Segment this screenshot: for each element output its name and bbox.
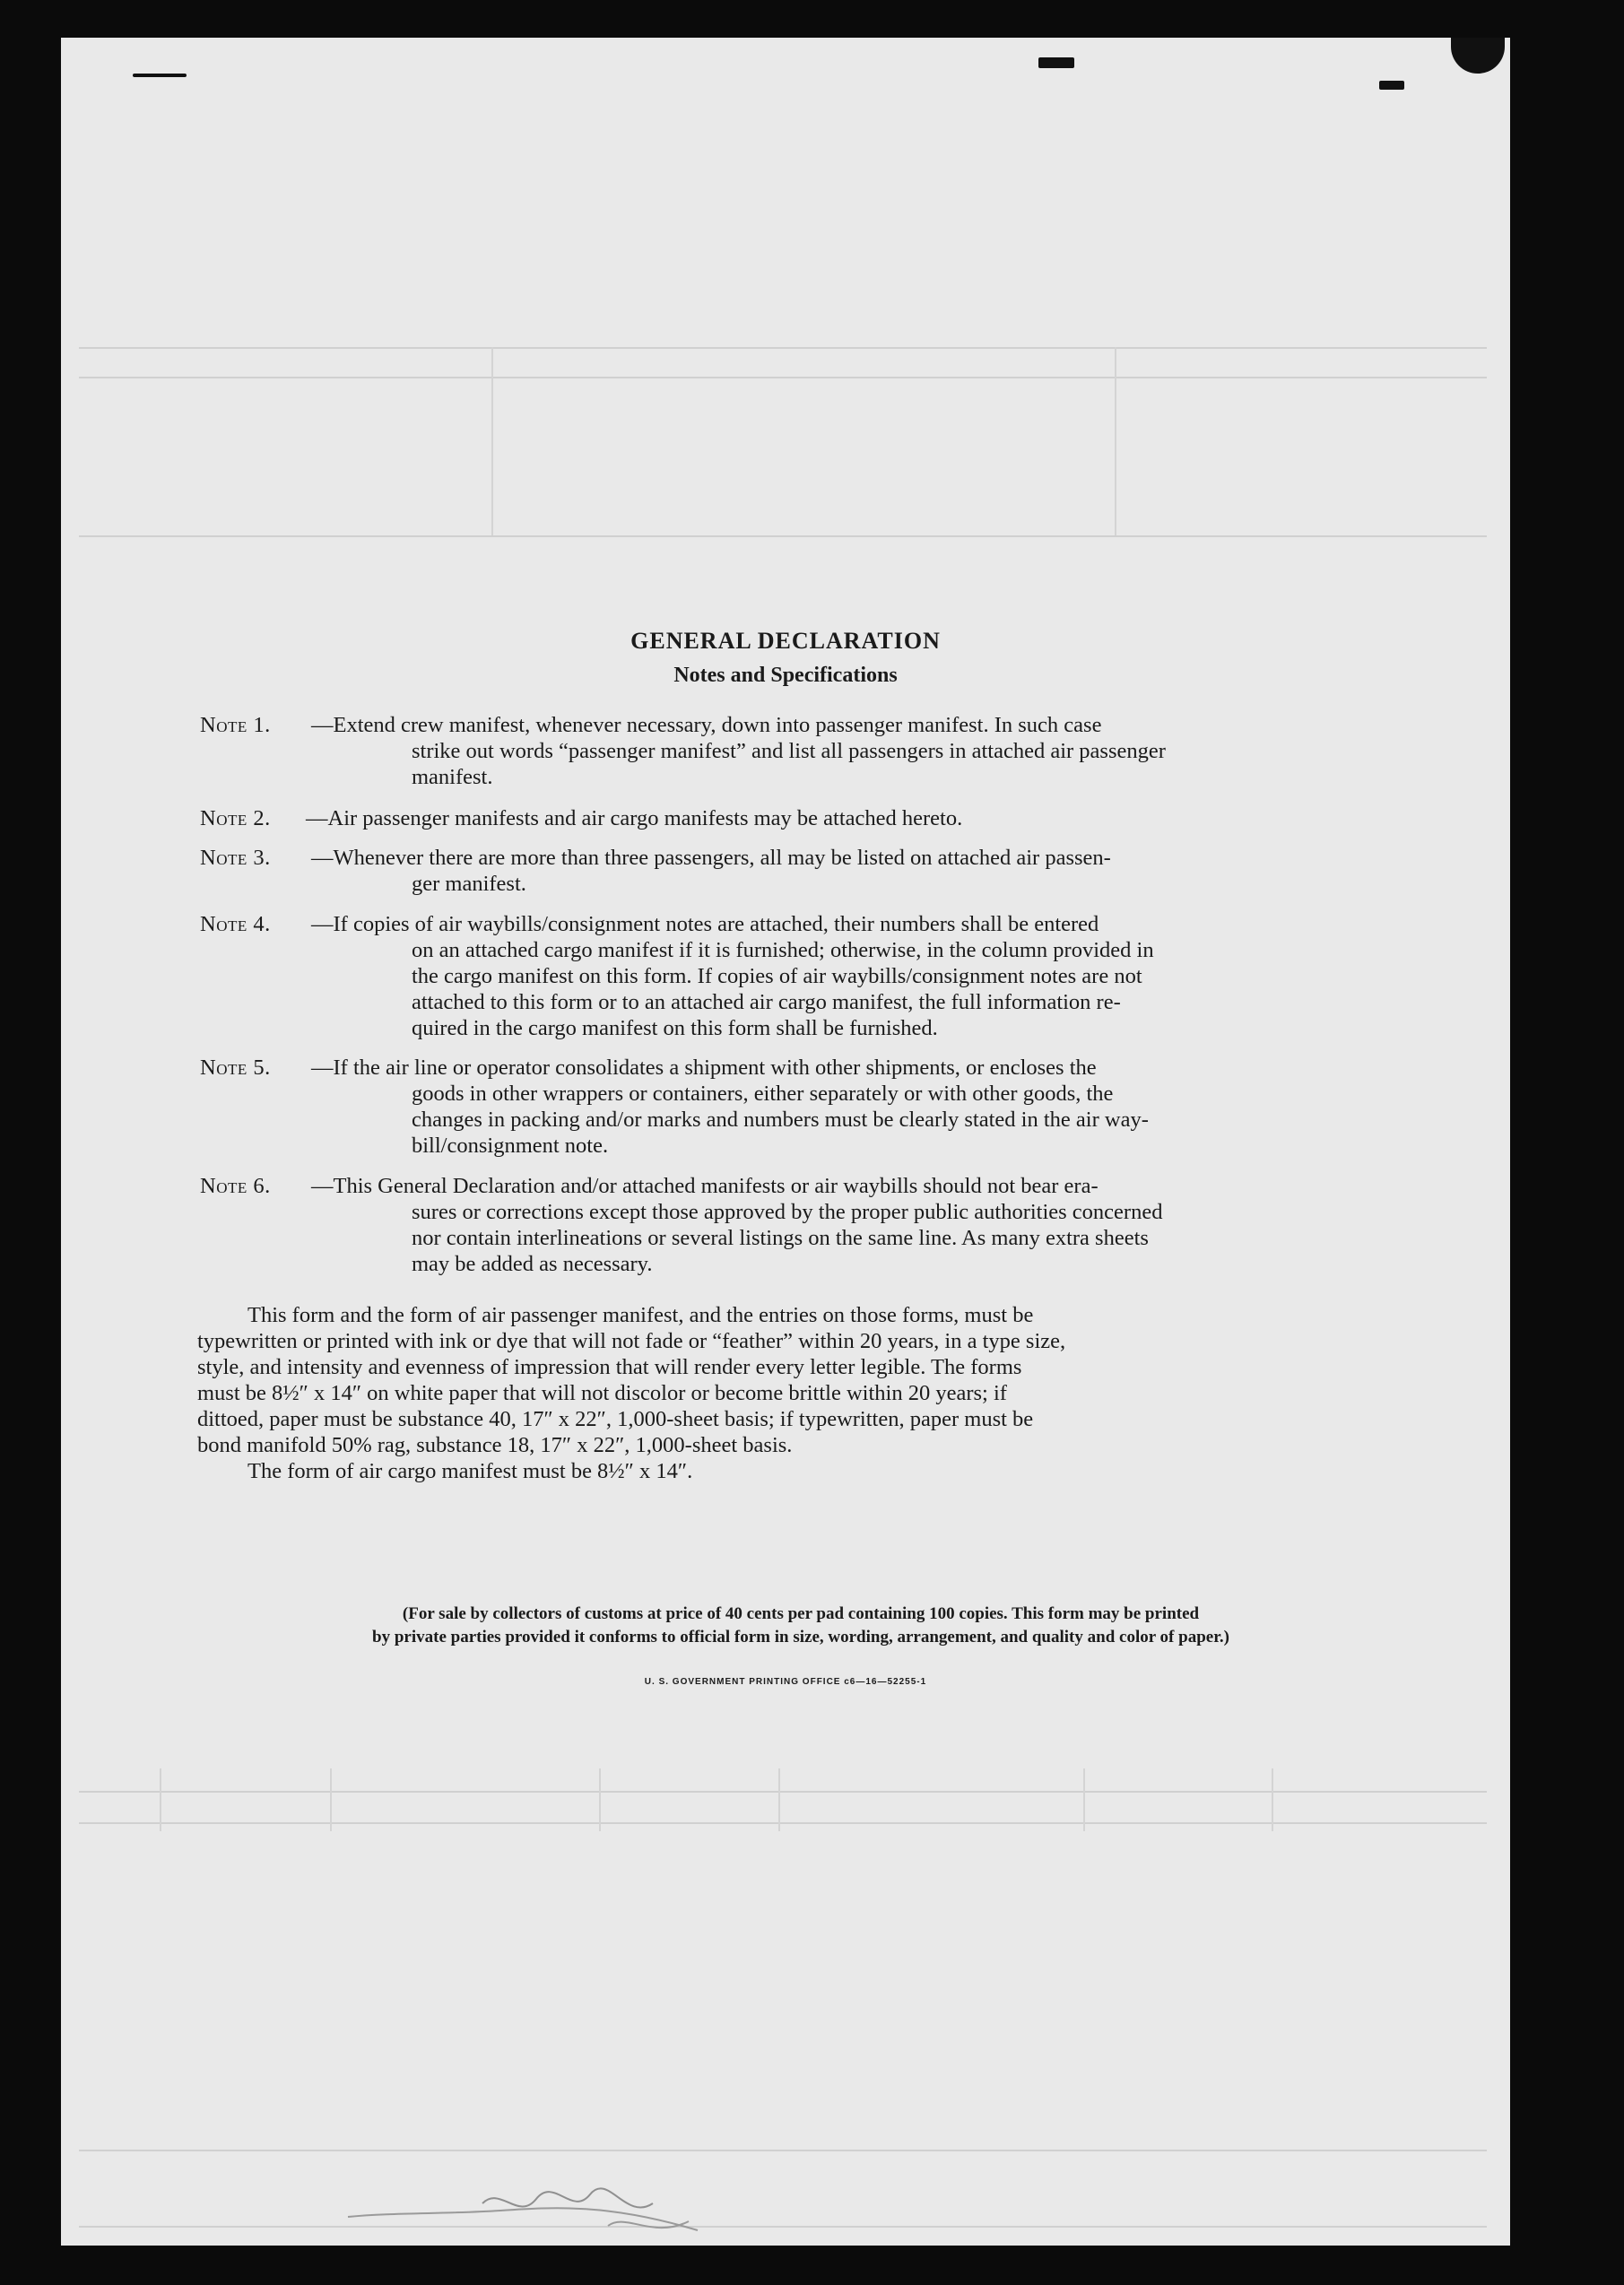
note-line: strike out words “passenger manifest” and list all passengers in attached air passenger — [412, 739, 1166, 763]
document-sheet — [61, 38, 1510, 2246]
sale-notice-line: by private parties provided it conforms to official form in size, wording, arrangement, and quality and color of paper.) — [372, 1628, 1229, 1646]
note-label: Note 5. — [200, 1056, 271, 1080]
note-line: the cargo manifest on this form. If copies of air waybills/consignment notes are not — [412, 964, 1142, 988]
sale-notice-line: (For sale by collectors of customs at price of 40 cents per pad containing 100 copies. This form may be printed — [402, 1604, 1200, 1623]
page-title: GENERAL DECLARATION — [630, 628, 941, 654]
note-label: Note 6. — [200, 1174, 271, 1198]
printer-imprint: U. S. GOVERNMENT PRINTING OFFICE c6—16—52255-1 — [644, 1677, 927, 1687]
note-line: —Whenever there are more than three passengers, all may be listed on attached air passen- — [311, 846, 1111, 870]
note-line: may be added as necessary. — [412, 1252, 653, 1276]
paragraph-line: typewritten or printed with ink or dye that will not fade or “feather” within 20 years, in a type size, — [197, 1329, 1066, 1353]
note-line: sures or corrections except those approved by the proper public authorities concerned — [412, 1200, 1163, 1224]
note-line: attached to this form or to an attached air cargo manifest, the full information re- — [412, 990, 1121, 1014]
signature-bleed — [339, 2176, 716, 2248]
paragraph-line: The form of air cargo manifest must be 8½″ x 14″. — [248, 1459, 693, 1483]
paragraph-line: style, and intensity and evenness of impression that will render every letter legible. The forms — [197, 1355, 1022, 1379]
note-2 — [200, 805, 1406, 831]
note-line: manifest. — [412, 765, 493, 789]
note-line: ger manifest. — [412, 872, 526, 896]
note-1 — [200, 712, 1406, 790]
note-line: quired in the cargo manifest on this form shall be furnished. — [412, 1016, 938, 1040]
note-line: —This General Declaration and/or attached manifests or air waybills should not bear era- — [311, 1174, 1099, 1198]
note-6 — [200, 1173, 1406, 1277]
note-label: Note 4. — [200, 912, 271, 936]
paragraph-line: bond manifold 50% rag, substance 18, 17″ x 22″, 1,000-sheet basis. — [197, 1433, 793, 1457]
note-line: changes in packing and/or marks and numbers must be clearly stated in the air way- — [412, 1108, 1149, 1132]
note-line: on an attached cargo manifest if it is furnished; otherwise, in the column provided in — [412, 938, 1154, 962]
note-line: —If copies of air waybills/consignment notes are attached, their numbers shall be entered — [311, 912, 1099, 936]
note-line: —Air passenger manifests and air cargo manifests may be attached hereto. — [306, 806, 963, 830]
note-line: —If the air line or operator consolidates a shipment with other shipments, or encloses the — [311, 1056, 1097, 1080]
note-line: nor contain interlineations or several listings on the same line. As many extra sheets — [412, 1226, 1149, 1250]
note-label: Note 2. — [200, 806, 271, 830]
note-line: bill/consignment note. — [412, 1134, 609, 1158]
paragraph-line: must be 8½″ x 14″ on white paper that will not discolor or become brittle within 20 years; if — [197, 1381, 1007, 1405]
note-line: goods in other wrappers or containers, either separately or with other goods, the — [412, 1082, 1114, 1106]
paragraph-line: This form and the form of air passenger manifest, and the entries on those forms, must be — [248, 1303, 1034, 1327]
note-label: Note 3. — [200, 846, 271, 870]
note-4 — [200, 911, 1406, 1041]
paragraph-line: dittoed, paper must be substance 40, 17″ x 22″, 1,000-sheet basis; if typewritten, paper must be — [197, 1407, 1034, 1431]
sale-notice — [195, 1603, 1406, 1649]
note-line: —Extend crew manifest, whenever necessary, down into passenger manifest. In such case — [311, 713, 1102, 737]
note-3 — [200, 845, 1406, 897]
page-subtitle: Notes and Specifications — [673, 664, 898, 687]
specification-paragraph — [197, 1302, 1403, 1484]
note-label: Note 1. — [200, 713, 271, 737]
note-5 — [200, 1055, 1406, 1159]
